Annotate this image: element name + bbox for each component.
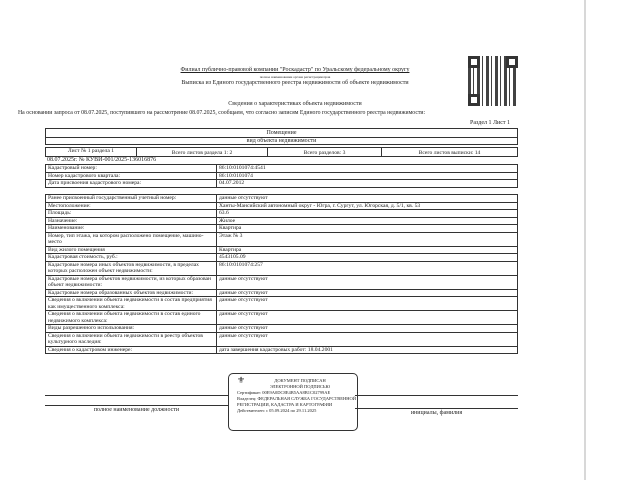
table-row <box>46 346 518 354</box>
stamp-line: РЕГИСТРАЦИИ, КАДАСТРА И КАРТОГРАФИИ <box>237 402 333 407</box>
section-sheet: Раздел 1 Лист 1 <box>470 120 511 126</box>
sheets-in-section: Всего листов раздела 1: 2 <box>137 148 268 156</box>
signature-line <box>355 395 518 396</box>
row-label: Площадь: <box>46 210 217 218</box>
row-label: Номер, тип этажа, на котором расположено помещение, машино-место <box>46 232 217 246</box>
row-label: Наименование: <box>46 225 217 233</box>
sheet-number: Лист № 1 раздела 1 <box>46 148 137 156</box>
row-value: данные отсутствуют <box>217 332 518 346</box>
row-value: 4543105.09 <box>217 254 518 262</box>
stamp-line: ДОКУМЕНТ ПОДПИСАН <box>274 378 326 383</box>
row-label: Кадастровые номера образованных объектов недвижимости: <box>46 289 217 297</box>
position-caption: полное наименование должности <box>93 407 180 413</box>
row-value: 63.6 <box>217 210 518 218</box>
row-value: 86:10:0101074 <box>217 172 518 180</box>
signature-line <box>45 405 228 406</box>
table-row <box>46 332 518 346</box>
row-label: Дата присвоения кадастрового номера: <box>46 180 217 188</box>
registration-table <box>45 164 518 188</box>
object-type-caption: вид объекта недвижимости <box>246 138 317 144</box>
sheets-total: Всего листов выписки: 14 <box>418 150 481 156</box>
object-type-box <box>45 128 518 145</box>
table-row <box>46 325 518 333</box>
row-value: дата завершения кадастровых работ: 18.04.2001 <box>217 346 518 354</box>
row-value: 86:10:0101074:4541 <box>217 165 518 173</box>
org-name: Филиал публично-правовой компании "Роскадастр" по Уральскому федеральному округу <box>180 67 410 73</box>
table-row <box>46 275 518 289</box>
qr-code <box>468 56 518 106</box>
row-label: Сведения о кадастровом инженере: <box>46 346 217 354</box>
table-row <box>46 202 518 210</box>
row-label: Кадастровые номера иных объектов недвижимости, в пределах которых расположен объект недвижимости: <box>46 261 217 275</box>
table-row <box>46 217 518 225</box>
stamp-line: Сертификат: 00E9A0DC8E4B5AA8B1C02799AE <box>237 390 331 395</box>
stamp-line: Владелец: ФЕДЕРАЛЬНАЯ СЛУЖБА ГОСУДАРСТВЕННОЙ <box>237 396 357 401</box>
table-row <box>46 225 518 233</box>
row-label: Сведения о включении объекта недвижимости в состав единого недвижимого комплекса: <box>46 311 217 325</box>
signature-line <box>45 395 228 396</box>
row-value: Квартира <box>217 225 518 233</box>
table-row <box>46 165 518 173</box>
scan-edge <box>584 0 586 480</box>
table-row <box>46 297 518 311</box>
intro-text: На основании запроса от 08.07.2025, поступившего на рассмотрение 08.07.2025, сообщаем, что согласно записям Единого государственного реестра недвижимости: <box>18 110 426 116</box>
row-label: Номер кадастрового квартала: <box>46 172 217 180</box>
row-label: Кадастровые номера объектов недвижимости, из которых образован объект недвижимости: <box>46 275 217 289</box>
table-row <box>46 311 518 325</box>
table-row <box>46 210 518 218</box>
row-label: Сведения о включении объекта недвижимости в реестр объектов культурного наследия: <box>46 332 217 346</box>
row-label: Виды разрешенного использования: <box>46 325 217 333</box>
row-value: Этаж № 3 <box>217 232 518 246</box>
row-label: Кадастровый номер: <box>46 165 217 173</box>
row-value: Жилое <box>217 217 518 225</box>
row-label: Кадастровая стоимость, руб.: <box>46 254 217 262</box>
table-row <box>46 232 518 246</box>
table-row <box>46 246 518 254</box>
stamp-line: ЭЛЕКТРОННОЙ ПОДПИСЬЮ <box>269 384 331 389</box>
org-caption: полное наименование органа регистрации прав <box>259 75 331 79</box>
row-value: данные отсутствуют <box>217 275 518 289</box>
row-value: данные отсутствуют <box>217 297 518 311</box>
sheet-row <box>45 147 518 157</box>
signature-line <box>355 408 518 409</box>
row-label: Сведения о включении объекта недвижимости в состав предприятия как имущественного комплекса: <box>46 297 217 311</box>
row-value: 86:10:0101074:257 <box>217 261 518 275</box>
request-reference: 08.07.2025г. № КУВИ-001/2025-136016876 <box>47 157 157 163</box>
row-value: данные отсутствуют <box>217 289 518 297</box>
table-row <box>46 289 518 297</box>
row-value: Ханты-Мансийский автономный округ - Югра, г. Сургут, ул. Югорская, д. 5/1, кв. 53 <box>217 202 518 210</box>
row-label: Ранее присвоенный государственный учетный номер: <box>46 195 217 203</box>
sections-total: Всего разделов: 3 <box>268 148 382 156</box>
table-row <box>46 172 518 180</box>
row-value: Квартира <box>217 246 518 254</box>
row-value: данные отсутствуют <box>217 311 518 325</box>
table-row <box>46 254 518 262</box>
row-label: Вид жилого помещения <box>46 246 217 254</box>
row-label: Назначение: <box>46 217 217 225</box>
row-value: 04.07.2012 <box>217 180 518 188</box>
row-label: Местоположение: <box>46 202 217 210</box>
stamp-line: Действителен: с 05.09.2024 по 29.11.2025 <box>237 408 317 413</box>
characteristics-table <box>45 194 518 354</box>
table-row <box>46 261 518 275</box>
electronic-signature-stamp <box>228 373 358 431</box>
table-row <box>46 180 518 188</box>
object-type: Помещение <box>266 130 297 136</box>
section-title: Сведения о характеристиках объекта недвижимости <box>228 101 362 107</box>
document-title: Выписка из Единого государственного реестра недвижимости об объекте недвижимости <box>181 80 409 86</box>
name-caption: инициалы, фамилия <box>410 410 463 416</box>
row-value: данные отсутствуют <box>217 195 518 203</box>
table-row <box>46 195 518 203</box>
emblem-icon: ⚜ <box>237 375 246 385</box>
row-value: данные отсутствуют <box>217 325 518 333</box>
